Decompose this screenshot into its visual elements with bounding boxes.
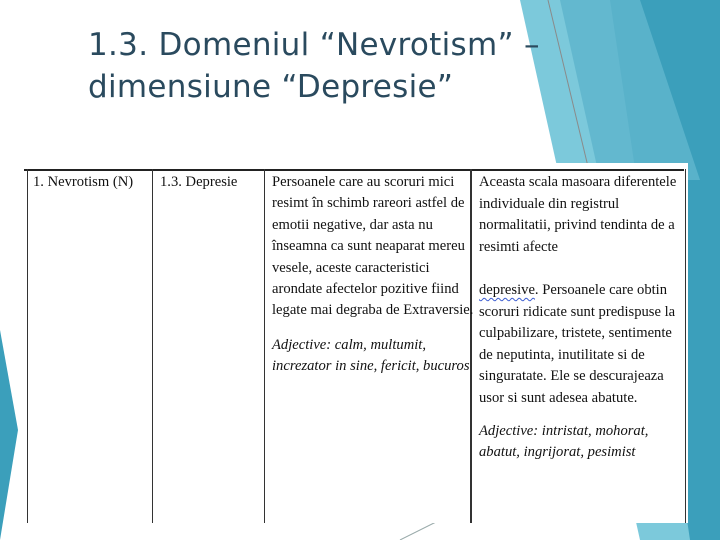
domain-label: 1. Nevrotism (N) (33, 174, 134, 190)
high-scores-description (479, 172, 685, 409)
table-cell-facet (160, 172, 268, 523)
title-line-2: dimensiune “Depresie” (88, 69, 454, 105)
teal-shape-left-edge (0, 330, 18, 540)
thin-bottom-line (400, 520, 440, 540)
table-cell-domain (33, 172, 148, 523)
table-cell-high-scores (479, 172, 685, 523)
title-line-1: 1.3. Domeniul “Nevrotism” – (88, 27, 540, 63)
low-scores-adjectives: Adjective: calm, multumit, increzator in sine, fericit, bucuros (272, 336, 470, 375)
table-border-left (27, 169, 28, 523)
table-divider-1 (152, 169, 153, 523)
spellcheck-underlined-word: depresive (479, 282, 535, 298)
table-border-right (685, 169, 686, 523)
high-scores-adjectives: Adjective: intristat, mohorat, abatut, ingrijorat, pesimist (479, 423, 649, 461)
high-scores-text-part1: Aceasta scala masoara diferentele individuale din registrul normalitatii, privind tendinta de a resimti afecte (479, 174, 677, 255)
slide-title (88, 24, 608, 108)
table-cell-low-scores (272, 172, 477, 523)
high-scores-text-part2: . Persoanele care obtin scoruri ridicate sunt predispuse la culpabilizare, tristete, sentimente de neputinta, inutilitate si de singuratate. Ele se descurajeaza usor si sunt adesea abatute. (479, 282, 676, 406)
facet-label: 1.3. Depresie (160, 174, 238, 190)
table-top-border (24, 169, 684, 171)
low-scores-description: Persoanele care au scoruri mici resimt în schimb rareori astfel de emotii negative, dar asta nu înseamna ca sunt neaparat mereu vesele, aceste caracteristici arondate afectelor pozitive fiind legate mai degraba de Extraversie. (272, 174, 474, 319)
definition-table (20, 163, 688, 523)
